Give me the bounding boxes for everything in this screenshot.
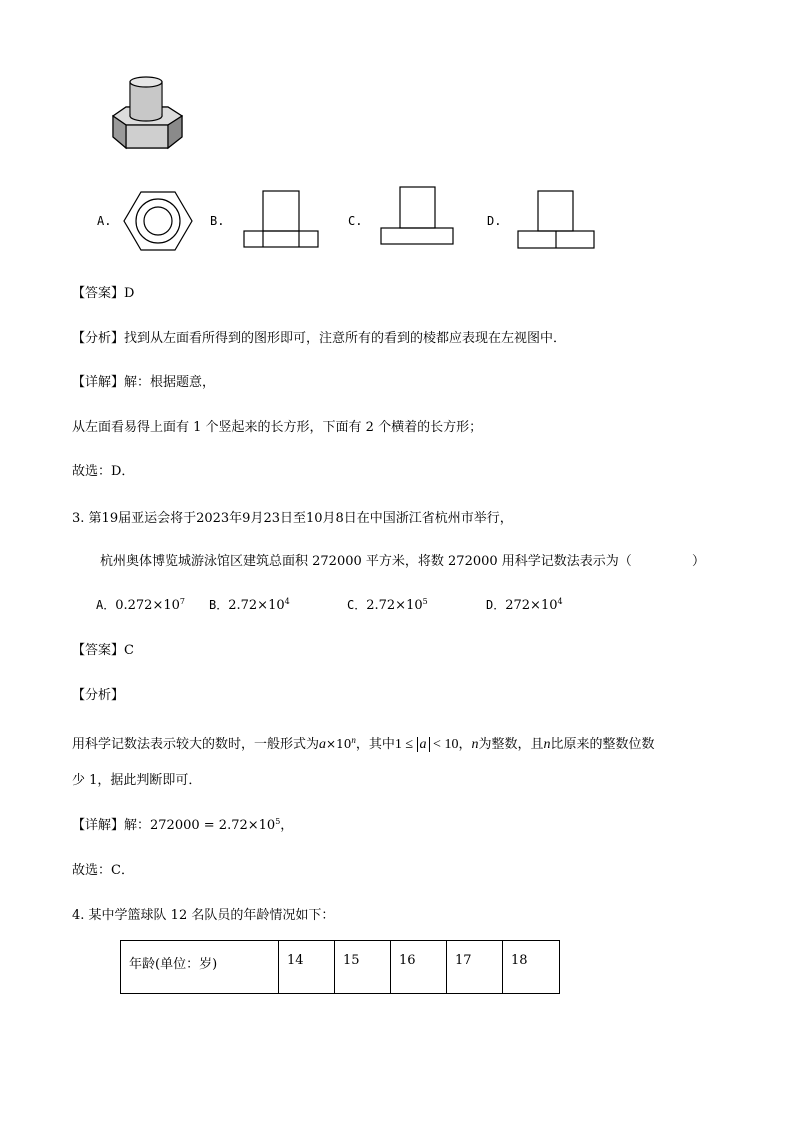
option-d-figure <box>516 190 596 250</box>
table-cell: 17 <box>447 941 503 994</box>
table-cell: 14 <box>279 941 335 994</box>
analysis-text: 用科学记数法表示较大的数时，一般形式为 <box>72 737 320 752</box>
answer-label: 【答案】 <box>72 286 125 301</box>
q3-conclusion: 故选：C． <box>72 863 134 878</box>
q3-analysis-label: 【分析】 <box>72 688 125 703</box>
option-exponent: 7 <box>179 597 185 606</box>
q2-analysis-line <box>72 327 566 346</box>
detail-exponent: 5 <box>275 817 281 826</box>
q3-text: 第19届亚运会将于2023年9月23日至10月8日在中国浙江省杭州市举行， <box>88 511 513 526</box>
q4-text: 某中学篮球队 12 名队员的年龄情况如下： <box>88 908 335 923</box>
detail-text: 解：272000 = 2.72×10 <box>124 818 276 833</box>
option-c-figure <box>379 186 455 246</box>
q3-option-d <box>486 596 563 613</box>
option-a-letter: A. <box>97 214 112 228</box>
var-a: a <box>419 737 427 752</box>
option-c-letter: C. <box>348 214 363 228</box>
q3-bracket-close: ） <box>692 554 706 569</box>
abs-value-bars <box>417 737 430 752</box>
analysis-label: 【分析】 <box>72 331 125 346</box>
detail-label: 【详解】 <box>72 818 125 833</box>
detail-label: 【详解】 <box>72 375 125 390</box>
question-number: 3. <box>72 511 85 526</box>
analysis-text: 为整数，且 <box>478 737 544 752</box>
q2-explanation-line: 从左面看易得上面有 1 个竖起来的长方形，下面有 2 个横着的长方形； <box>72 420 483 435</box>
q3-analysis-line2: 少 1，据此判断即可． <box>72 773 202 788</box>
option-base: 2.72×10 <box>228 598 285 613</box>
var-n: n <box>471 737 479 752</box>
option-b-figure <box>242 190 320 248</box>
q3-answer-line <box>72 639 134 658</box>
option-a-hexagon-figure <box>122 190 194 252</box>
inequality-right: < 10 <box>429 737 459 752</box>
table-cell: 15 <box>335 941 391 994</box>
q2-conclusion: 故选：D． <box>72 464 135 479</box>
option-base: 0.272×10 <box>115 598 180 613</box>
form-times: ×10 <box>326 737 352 751</box>
option-exponent: 4 <box>284 597 290 606</box>
inequality-left: 1 ≤ <box>394 737 417 752</box>
bolt-3d-figure <box>108 72 188 154</box>
table-cell: 18 <box>503 941 560 994</box>
q4-stem <box>72 904 334 923</box>
q3-stem-line2: 杭州奥体博览城游泳馆区建筑总面积 272000 平方米，将数 272000 用科学记数法表示为（ <box>100 554 632 569</box>
q3-option-c <box>347 596 428 613</box>
answer-value: C <box>124 643 134 658</box>
table-header-cell: 年龄(单位：岁) <box>121 941 279 994</box>
q3-stem-line1 <box>72 507 513 526</box>
option-letter: A． <box>96 598 116 612</box>
answer-label: 【答案】 <box>72 643 125 658</box>
detail-text: ， <box>280 818 294 833</box>
question-number: 4. <box>72 908 85 923</box>
option-exponent: 4 <box>557 597 563 606</box>
option-exponent: 5 <box>422 597 428 606</box>
age-table <box>120 940 560 994</box>
var-n: n <box>543 737 551 752</box>
q3-option-a <box>96 596 185 613</box>
q3-detail-line <box>72 814 293 833</box>
option-d-letter: D. <box>487 214 502 228</box>
table-cell: 16 <box>391 941 447 994</box>
var-a: a <box>319 737 327 752</box>
option-letter: C． <box>347 598 367 612</box>
analysis-text: 比原来的整数位数 <box>550 737 655 752</box>
option-b-letter: B. <box>210 214 225 228</box>
analysis-text: 找到从左面看所得到的图形即可，注意所有的看到的棱都应表现在左视图中． <box>124 331 567 346</box>
q2-detail-line <box>72 371 215 390</box>
var-n-exponent: n <box>351 735 356 745</box>
detail-text: 解：根据题意， <box>124 375 216 390</box>
q3-analysis-line1 <box>72 733 655 753</box>
option-letter: D． <box>486 598 506 612</box>
q3-option-b <box>209 596 290 613</box>
analysis-text: ， <box>458 737 472 752</box>
option-base: 2.72×10 <box>366 598 423 613</box>
option-letter: B． <box>209 598 229 612</box>
analysis-text: ，其中 <box>355 737 395 752</box>
answer-value: D <box>124 286 135 301</box>
option-base: 272×10 <box>505 598 558 613</box>
q2-answer-line <box>72 282 134 301</box>
table-row <box>121 941 560 994</box>
